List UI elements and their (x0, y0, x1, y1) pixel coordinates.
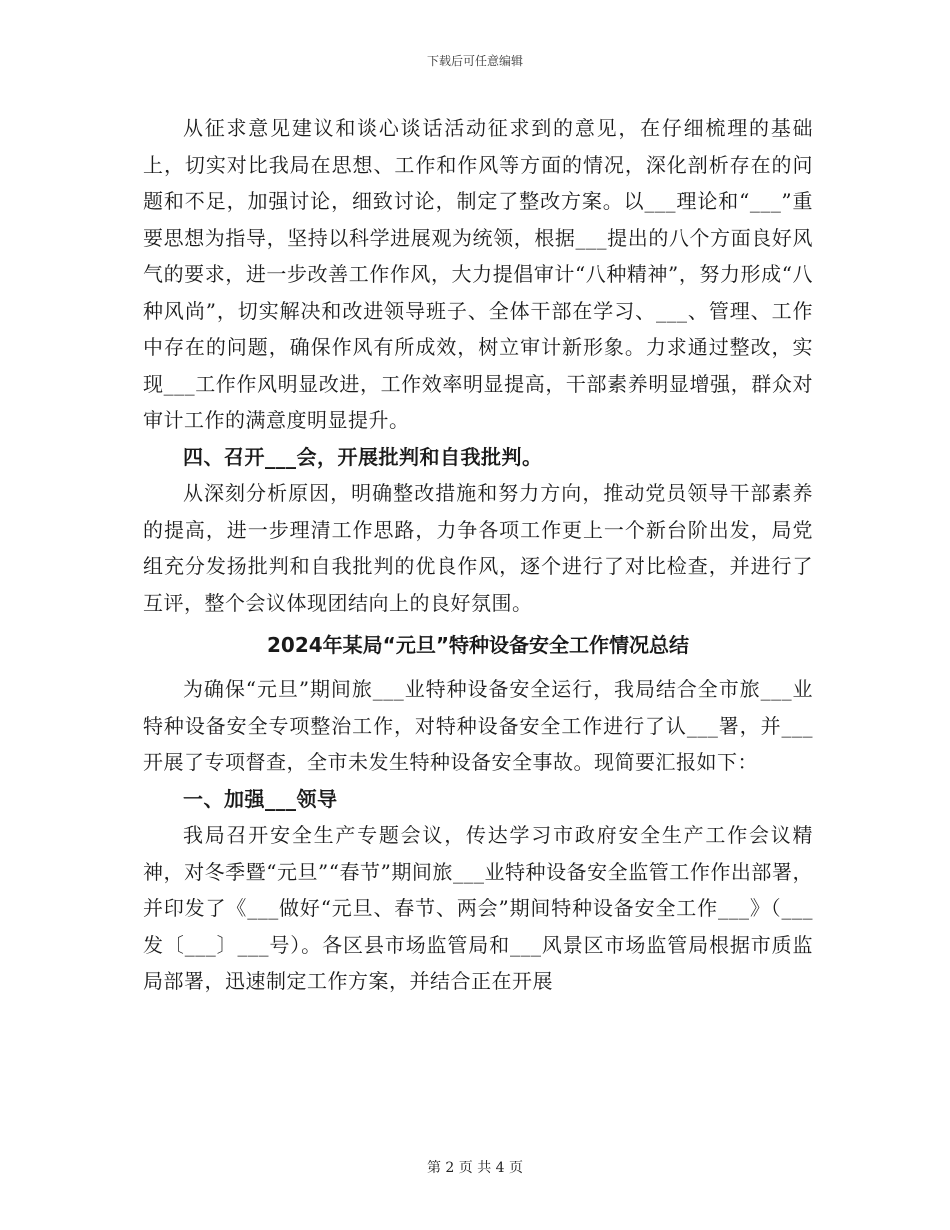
paragraph-leadership-detail: 我局召开安全生产专题会议，传达学习市政府安全生产工作会议精神，对冬季暨“元旦”“春节”期间旅___业特种设备安全监管工作作出部署，并印发了《___做好“元旦、春节、两会”期间特种设备安全工作___》（___发〔___〕___号）。各区县市场监管局和___风景区市场监管局根据市质监局部署，迅速制定工作方案，并结合正在开展 (143, 823, 813, 993)
section-title: 2024年某局“元旦”特种设备安全工作情况总结 (267, 633, 689, 657)
document-body (143, 110, 813, 1000)
heading-strengthen-leadership: 一、加强___领导 (183, 786, 338, 811)
page-number: 第 2 页 共 4 页 (426, 1160, 524, 1176)
heading-criticism-meeting: 四、召开___会，开展批判和自我批判。 (183, 444, 543, 469)
page-header: 下载后可任意编辑 (426, 54, 523, 68)
paragraph-rectification-plan: 从征求意见建议和谈心谈话活动征求到的意见，在仔细梳理的基础上，切实对比我局在思想、工作和作风等方面的情况，深化剖析存在的问题和不足，加强讨论，细致讨论，制定了整改方案。以___理论和“___”重要思想为指导，坚持以科学进展观为统领，根据___提出的八个方面良好风气的要求，进一步改善工作作风，大力提倡审计“八种精神”，努力形成“八种风尚”，切实解决和改进领导班子、全体干部在学习、___、管理、工作中存在的问题，确保作风有所成效，树立审计新形象。力求通过整改，实现___工作作风明显改进，工作效率明显提高，干部素养明显增强，群众对审计工作的满意度明显提升。 (143, 116, 813, 432)
paragraph-criticism-meeting: 从深刻分析原因，明确整改措施和努力方向，推动党员领导干部素养的提高，进一步理清工作思路，力争各项工作更上一个新台阶出发，局党组充分发扬批判和自我批判的优良作风，逐个进行了对比检查，并进行了互评，整个会议体现团结向上的良好氛围。 (143, 481, 813, 615)
paragraph-summary-intro: 为确保“元旦”期间旅___业特种设备安全运行，我局结合全市旅___业特种设备安全专项整治工作，对特种设备安全工作进行了认___署，并___开展了专项督查，全市未发生特种设备安全事故。现简要汇报如下： (143, 677, 813, 774)
